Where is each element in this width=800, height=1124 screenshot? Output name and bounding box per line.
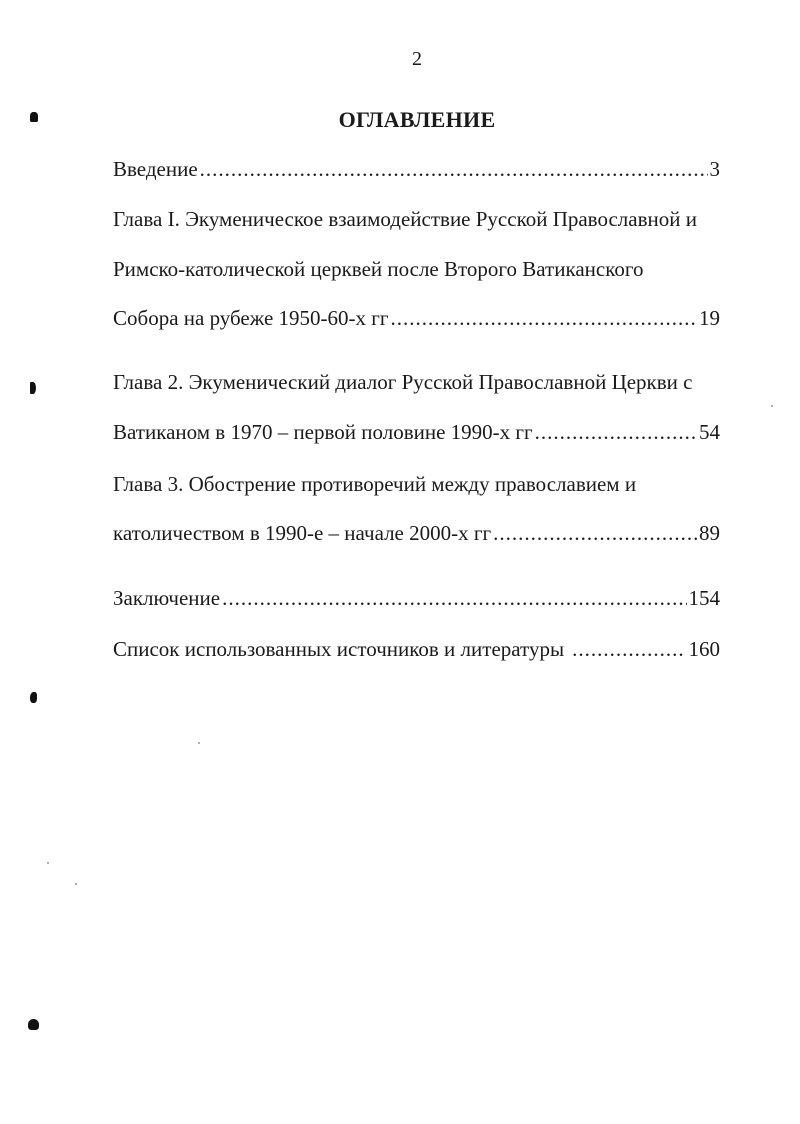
dot-leader: [535, 419, 697, 445]
toc-entry-chapter1-line2[interactable]: Римско-католической церквей после Второго Ватиканского: [113, 257, 644, 281]
toc-entry-page: 54: [699, 420, 720, 444]
dot-leader: [493, 520, 697, 546]
toc-entry-page: 89: [699, 521, 720, 545]
toc-entry-label: Собора на рубеже 1950-60-х гг: [113, 306, 389, 330]
toc-entry-label: Заключение: [113, 586, 221, 610]
scan-mark-3: [30, 692, 37, 703]
scan-speck: [75, 883, 77, 885]
toc-entry-label: Ватиканом в 1970 – первой половине 1990-х гг: [113, 420, 533, 444]
toc-entry-chapter1-line1[interactable]: Глава I. Экуменическое взаимодействие Русской Православной и: [113, 207, 697, 231]
toc-entry-page: 160: [688, 637, 720, 661]
dot-leader: [572, 636, 682, 662]
toc-entry-sources[interactable]: [113, 636, 720, 662]
toc-entry-label: Список использованных источников и литературы: [113, 637, 565, 661]
toc-entry-chapter3[interactable]: [113, 520, 720, 546]
dot-leader: [200, 156, 708, 182]
scan-speck: [47, 862, 49, 864]
toc-entry-label: Введение: [113, 157, 198, 181]
toc-entry-label: католичеством в 1990-е – начале 2000-х гг: [113, 521, 492, 545]
scan-speck: [198, 742, 200, 744]
toc-entry-conclusion[interactable]: [113, 585, 720, 611]
toc-entry-chapter2-line1[interactable]: Глава 2. Экуменический диалог Русской Православной Церкви с: [113, 370, 693, 394]
toc-entry-chapter2[interactable]: [113, 419, 720, 445]
toc-entry-chapter3-line1[interactable]: Глава 3. Обострение противоречий между православием и: [113, 472, 637, 496]
page-title: ОГЛАВЛЕНИЕ: [338, 107, 496, 132]
dot-leader: [391, 305, 697, 331]
toc-entry-page: 3: [709, 157, 720, 181]
scan-speck: [771, 405, 773, 407]
page-number: 2: [412, 48, 422, 70]
scan-mark-2: [30, 382, 36, 394]
scan-mark-4: [28, 1019, 39, 1030]
toc-entry-chapter1[interactable]: [113, 305, 720, 331]
dot-leader: [222, 585, 686, 611]
toc-entry-page: 19: [699, 306, 720, 330]
toc-entry-page: 154: [688, 586, 720, 610]
toc-entry-intro[interactable]: [113, 156, 720, 182]
